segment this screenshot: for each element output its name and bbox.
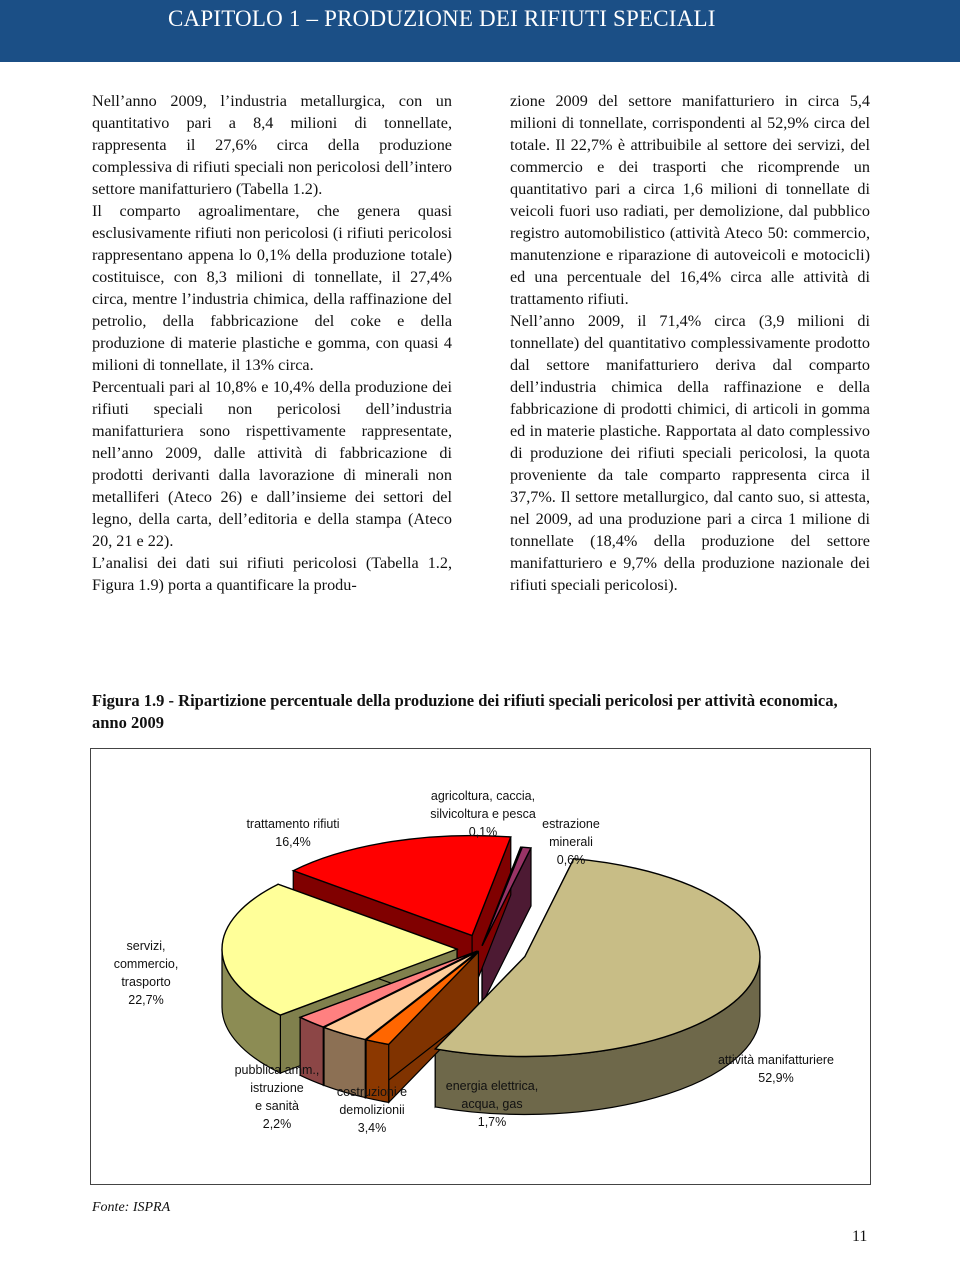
label-pubblica-amministrazione: pubblica amm., istruzione e sanità 2,2% xyxy=(234,1063,320,1131)
chapter-header-band xyxy=(0,0,960,62)
label-energia: energia elettrica, acqua, gas 1,7% xyxy=(445,1079,539,1129)
label-servizi: servizi, commercio, trasporto 22,7% xyxy=(113,939,179,1007)
paragraph: Percentuali pari al 10,8% e 10,4% della produzione dei rifiuti speciali non pericolosi dell’industria manifatturiera sono rispettivamente rappresentate, nell’anno 2009, dalle attività di fabbricazione di prodotti derivanti dalla lavorazione di minerali non metalliferi (Ateco 26) e dall’insieme dei settori del legno, della carta, dell’editoria e della stampa (Ateco 20, 21 e 22). xyxy=(92,378,452,550)
paragraph: Il comparto agroalimentare, che genera quasi esclusivamente rifiuti non pericolosi (i rifiuti pericolosi rappresentano appena lo 0,1% della produzione totale) costituisce, con 8,3 milioni di tonnellate, il 27,4% circa, mentre l’industria chimica, della raffinazione del petrolio, della fabbricazione del coke e della produzione di materie plastiche e gomma, con quasi 4 milioni di tonnellate, il 13% circa. xyxy=(92,202,452,374)
pie-chart-frame xyxy=(90,748,871,1185)
chapter-title: CAPITOLO 1 – PRODUZIONE DEI RIFIUTI SPECIALI xyxy=(168,6,716,31)
label-estrazione-minerali: estrazione minerali 0,6% xyxy=(542,817,600,867)
paragraph: Nell’anno 2009, il 71,4% circa (3,9 milioni di tonnellate) del quantitativo complessivamente prodotto dal settore manifatturiero deriva dal comparto dell’industria chimica della raffinazione e della fabbricazione di prodotti chimici, di articoli in gomma ed in materie plastiche. Rapportata al dato complessivo di produzione dei rifiuti speciali pericolosi, la quota proveniente da tale comparto rappresenta circa il 37,7%. Il settore metallurgico, dal canto suo, si attesta, nel 2009, ad una produzione pari a circa 1 milione di tonnellate (18,4% della produzione del settore manifatturiero e 9,7% della produzione nazionale dei rifiuti speciali pericolosi). xyxy=(510,312,870,594)
paragraph: Nell’anno 2009, l’industria metallurgica, con un quantitativo pari a 8,4 milioni di tonnellate, rappresenta il 27,6% circa della produzione complessiva di rifiuti speciali non pericolosi dell’intero settore manifatturiero (Tabella 1.2). xyxy=(92,92,452,198)
label-trattamento-rifiuti: trattamento rifiuti 16,4% xyxy=(246,817,340,849)
paragraph: L’analisi dei dati sui rifiuti pericolosi (Tabella 1.2, Figura 1.9) porta a quantificare la produ- xyxy=(92,554,452,594)
label-costruzioni: costruzioni e demolizionii 3,4% xyxy=(336,1085,408,1135)
label-agricoltura: agricoltura, caccia, silvicoltura e pesca 0,1% xyxy=(430,789,536,839)
label-attivita-manifatturiere: attività manifatturiere 52,9% xyxy=(717,1053,835,1085)
text-column-left xyxy=(92,90,452,596)
paragraph: zione 2009 del settore manifatturiero in circa 5,4 milioni di tonnellate, corrispondenti al 52,9% circa del totale. Il 22,7% è attribuibile al settore dei servizi, del commercio e dei trasporti che ricomprende un quantitativo pari a circa 1,6 milioni di tonnellate di veicoli fuori uso radiati, per demolizione, dal pubblico registro automobilistico (attività Ateco 50: commercio, manutenzione e riparazione di autoveicoli e motocicli) ed una percentuale del 16,4% circa alle attività di trattamento rifiuti. xyxy=(510,92,870,308)
figure-source: Fonte: ISPRA xyxy=(92,1200,171,1215)
page-number: 11 xyxy=(852,1228,868,1245)
text-column-right xyxy=(510,90,870,596)
figure-caption: Figura 1.9 - Ripartizione percentuale della produzione dei rifiuti speciali pericolosi per attività economica, anno 2009 xyxy=(92,691,838,732)
